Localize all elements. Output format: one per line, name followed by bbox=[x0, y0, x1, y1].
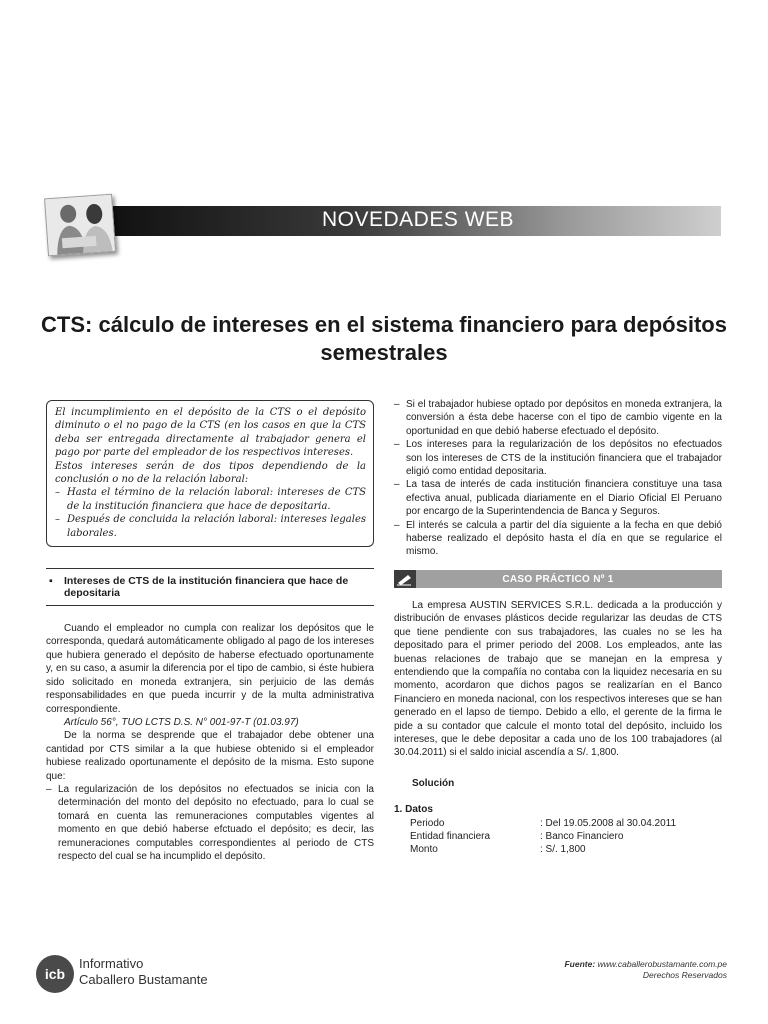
solution-label: Solución bbox=[412, 777, 455, 789]
section-heading bbox=[46, 568, 374, 606]
data-row: Periodo : Del 19.05.2008 al 30.04.2011 bbox=[410, 817, 677, 829]
rights-text: Derechos Reservados bbox=[642, 970, 727, 980]
data-row: Monto : S/. 1,800 bbox=[410, 844, 586, 856]
case-study-text: La empresa AUSTIN SERVICES S.R.L. dedicada a la producción y distribución de envases plásticos decide regularizar las deudas de CTS que tiene pendiente con sus trabajadores, las cuales no se les ha depositado para el primer periodo del 2008. Los empleados, ante las buenas relaciones de trabajo que se manejan en la empresa y entendiendo que la compañía no contaba con la liquidez necesaria en su momento, acordaron que dichos pagos se realizarían en el Banco Financiero en moneda nacional, con los respectivos intereses que se han generado en el lapso de tiempo. Debido a ello, el gerente de la firma le pide a su contador que calcule el monto total del depósito, incluido los intereses, que le debe depositar a cada uno de los 100 trabajadores (al 30.04.2011) si el saldo inicial ascendía a S/. 1,800. bbox=[394, 599, 722, 759]
article-title: CTS: cálculo de intereses en el sistema financiero para depósitos semestrales bbox=[41, 312, 727, 365]
list-item: – Hasta el término de la relación laboral: intereses de CTS de la institución financiera que hace de depositaria. bbox=[55, 487, 366, 512]
publisher-logo: icb bbox=[36, 955, 74, 993]
case-study-title: CASO PRÁCTICO Nº 1 bbox=[502, 573, 614, 585]
list-item: – El interés se calcula a partir del día siguiente a la fecha en que debió haberse realizado el depósito hasta el día en que se regularice el mismo. bbox=[394, 519, 722, 558]
body-paragraph: Cuando el empleador no cumpla con realizar los depósitos que le corresponda, quedará automáticamente obligado al pago de los intereses que hubiera generado el depósito de haberse efectuado oportunamente y, en su caso, a asumir la diferencia por el tipo de cambio, si éste hubiera sido solicitado en moneda extranjera, sin perjuicio de las demás responsabilidades en que pueda incurrir y de la multa administrativa correspondiente. bbox=[46, 623, 374, 715]
left-column bbox=[46, 400, 374, 863]
intro-paragraph: El incumplimiento en el depósito de la CTS o el depósito diminuto o el no pago de la CTS (en los casos en que la CTS deba ser entregada directamente al trabajador genera el pago por parte del empleador de los respectivos intereses. bbox=[55, 407, 366, 459]
case-study-bar bbox=[394, 570, 722, 588]
body-paragraph: De la norma se desprende que el trabajador debe obtener una cantidad por CTS similar a la que hubiese obtenido si el empleador hubiese realizado oportunamente el depósito de la misma. Esto supone que: bbox=[46, 730, 374, 782]
source-label: Fuente: bbox=[564, 959, 596, 969]
list-item: – Los intereses para la regularización de los depósitos no efectuados son los intereses de CTS de la institución financiera que el trabajador eligió como entidad depositaria. bbox=[394, 439, 722, 478]
list-item: – La regularización de los depósitos no efectuados se inicia con la determinación del monto del depósito no efectuado, para lo cual se tomará en cuenta las remuneraciones computables vigentes al momento en que debió haberse efctuado el depósito; es decir, las remuneraciones computables correspondientes al periodo de CTS respecto del cual se ha incumplido el depósito. bbox=[46, 783, 374, 862]
data-heading: 1. Datos bbox=[394, 804, 433, 816]
section-banner bbox=[110, 206, 721, 236]
list-item: – Si el trabajador hubiese optado por depósitos en moneda extranjera, la conversión a ésta debe hacerse con el tipo de cambio vigente en la oportunidad en que debió haberse efectuado el depósito. bbox=[394, 399, 722, 437]
bullet: ▪ bbox=[49, 575, 53, 588]
publisher-name: Informativo Caballero Bustamante bbox=[79, 956, 208, 987]
header-photo bbox=[44, 194, 116, 257]
right-column bbox=[394, 398, 722, 857]
banner-title: NOVEDADES WEB bbox=[322, 208, 515, 231]
intro-paragraph: Estos intereses serán de dos tipos dependiendo de la conclusión o no de la relación laboral: bbox=[55, 460, 366, 486]
data-row: Entidad financiera : Banco Financiero bbox=[410, 830, 624, 842]
source-link[interactable]: www.caballerobustamante.com.pe bbox=[597, 959, 727, 969]
legal-reference: Artículo 56°, TUO LCTS D.S. N° 001-97-T (01.03.97) bbox=[64, 716, 299, 728]
list-item: – La tasa de interés de cada institución financiera constituye una tasa efectiva anual, publicada diariamente en el Diario Oficial El Peruano por encargo de la Superintendencia de Banca y Seguros. bbox=[394, 479, 722, 518]
section-heading-text: Intereses de CTS de la institución financiera que hace de depositaria bbox=[64, 575, 349, 600]
source-credit bbox=[564, 959, 727, 981]
list-item: – Después de concluida la relación laboral: intereses legales laborales. bbox=[55, 514, 366, 539]
intro-box bbox=[46, 400, 374, 547]
